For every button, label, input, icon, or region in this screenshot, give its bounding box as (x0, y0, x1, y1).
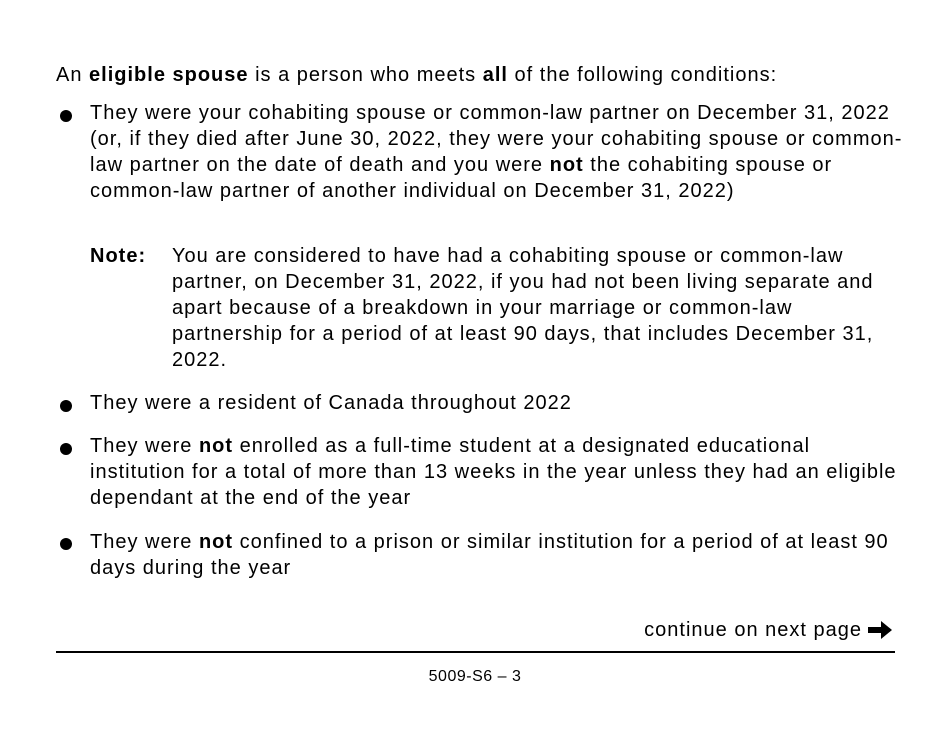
condition-text-3: They were not enrolled as a full-time student at a designated educational institution for a total of more than 13 weeks in the year unless they had an eligible dependant at the end of the year (90, 435, 897, 509)
continue-label: continue on next page (644, 619, 862, 641)
bold-not: not (198, 435, 234, 457)
condition-text-4: They were not confined to a prison or similar institution for a period of at least 90 days during the year (90, 531, 889, 579)
bold-not: not (549, 154, 584, 176)
footer-divider (56, 651, 895, 653)
note-text: You are considered to have had a cohabiting spouse or common-law partner, on December 31, 2022, if you had not been living separate and apart because of a breakdown in your marriage or common-law partnership for a period of at least 90 days, that includes December 31, 2022. (172, 245, 874, 371)
intro-bold-all: all (482, 64, 508, 86)
bullet-icon (60, 538, 72, 550)
page-number: 5009-S6 – 3 (428, 668, 522, 685)
intro-bold-eligible-spouse: eligible spouse (89, 64, 249, 86)
continue-next-page (644, 617, 894, 643)
right-arrow-icon (866, 618, 894, 642)
condition-text-2: They were a resident of Canada throughout 2022 (90, 392, 572, 414)
note-label: Note: (90, 245, 147, 267)
bullet-icon (60, 400, 72, 412)
bullet-icon (60, 443, 72, 455)
condition-text-1: They were your cohabiting spouse or common-law partner on December 31, 2022 (or, if they died after June 30, 2022, they were your cohabiting spouse or common-law partner on the date of death and you were not the cohabiting spouse or common-law partner of another individual on December 31, 2022) (90, 102, 903, 202)
bold-not: not (198, 531, 234, 553)
intro-text-2: is a person who meets (248, 64, 483, 86)
intro-text-3: of the following conditions: (507, 64, 778, 86)
intro-text-1: An (56, 64, 90, 86)
bullet-icon (60, 110, 72, 122)
intro-sentence (56, 62, 916, 88)
